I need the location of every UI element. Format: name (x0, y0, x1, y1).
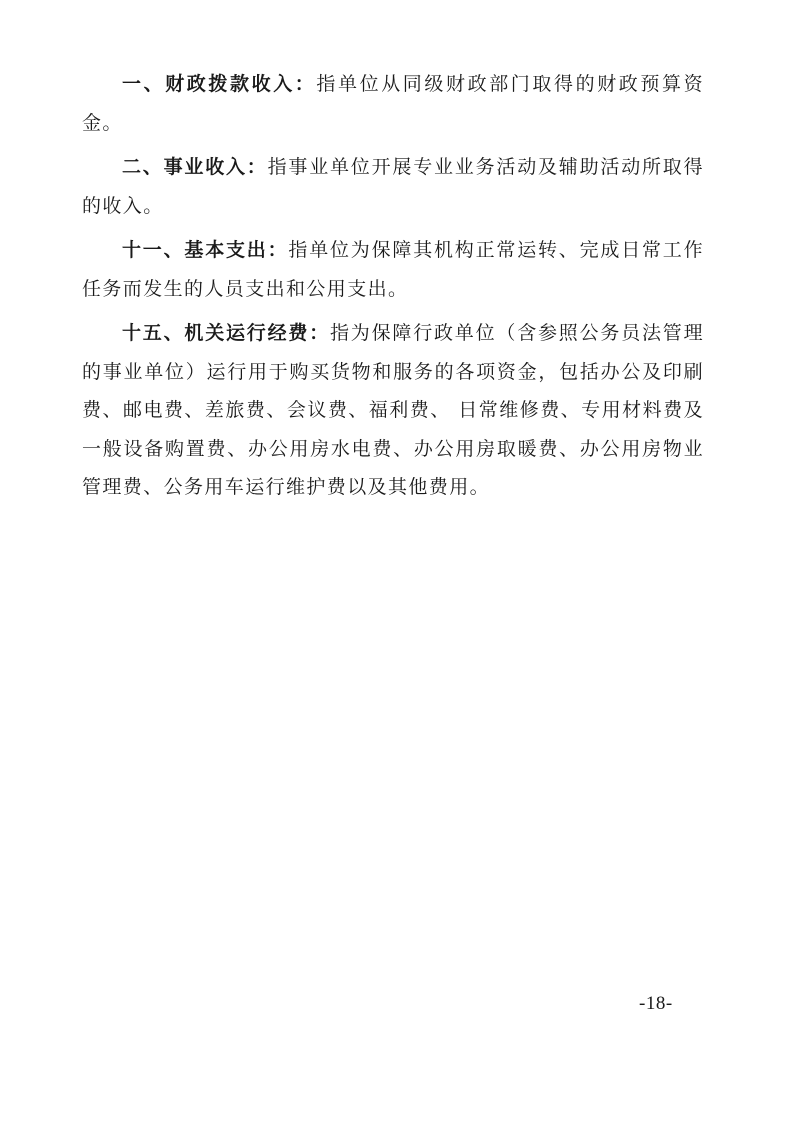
definition-text: 指事业单位开展专业业务活动及辅助活动所取得的收入。 (82, 156, 704, 217)
definition-agency-operating-expenses (82, 314, 704, 507)
definition-term: 十五、机关运行经费： (122, 322, 330, 344)
definition-term: 一、财政拨款收入： (122, 73, 317, 95)
document-body (82, 65, 704, 513)
page-number: -18- (639, 993, 673, 1014)
definition-text: 指单位从同级财政部门取得的财政预算资金。 (82, 73, 704, 134)
definition-term: 二、事业收入： (122, 156, 268, 178)
definition-basic-expenditure (82, 231, 704, 308)
definition-text: 指单位为保障其机构正常运转、完成日常工作任务而发生的人员支出和公用支出。 (82, 239, 704, 300)
definition-fiscal-appropriation-income (82, 65, 704, 142)
definition-text: 指为保障行政单位（含参照公务员法管理的事业单位）运行用于购买货物和服务的各项资金，包括办公及印刷费、邮电费、差旅费、会议费、福利费、 日常维修费、专用材料费及一般设备购置费、办公用房水电费、办公用房取暖费、办公用房物业管理费、公务用车运行维护费以及其他费用。 (82, 322, 704, 498)
definition-business-income (82, 148, 704, 225)
definition-term: 十一、基本支出： (122, 239, 289, 261)
